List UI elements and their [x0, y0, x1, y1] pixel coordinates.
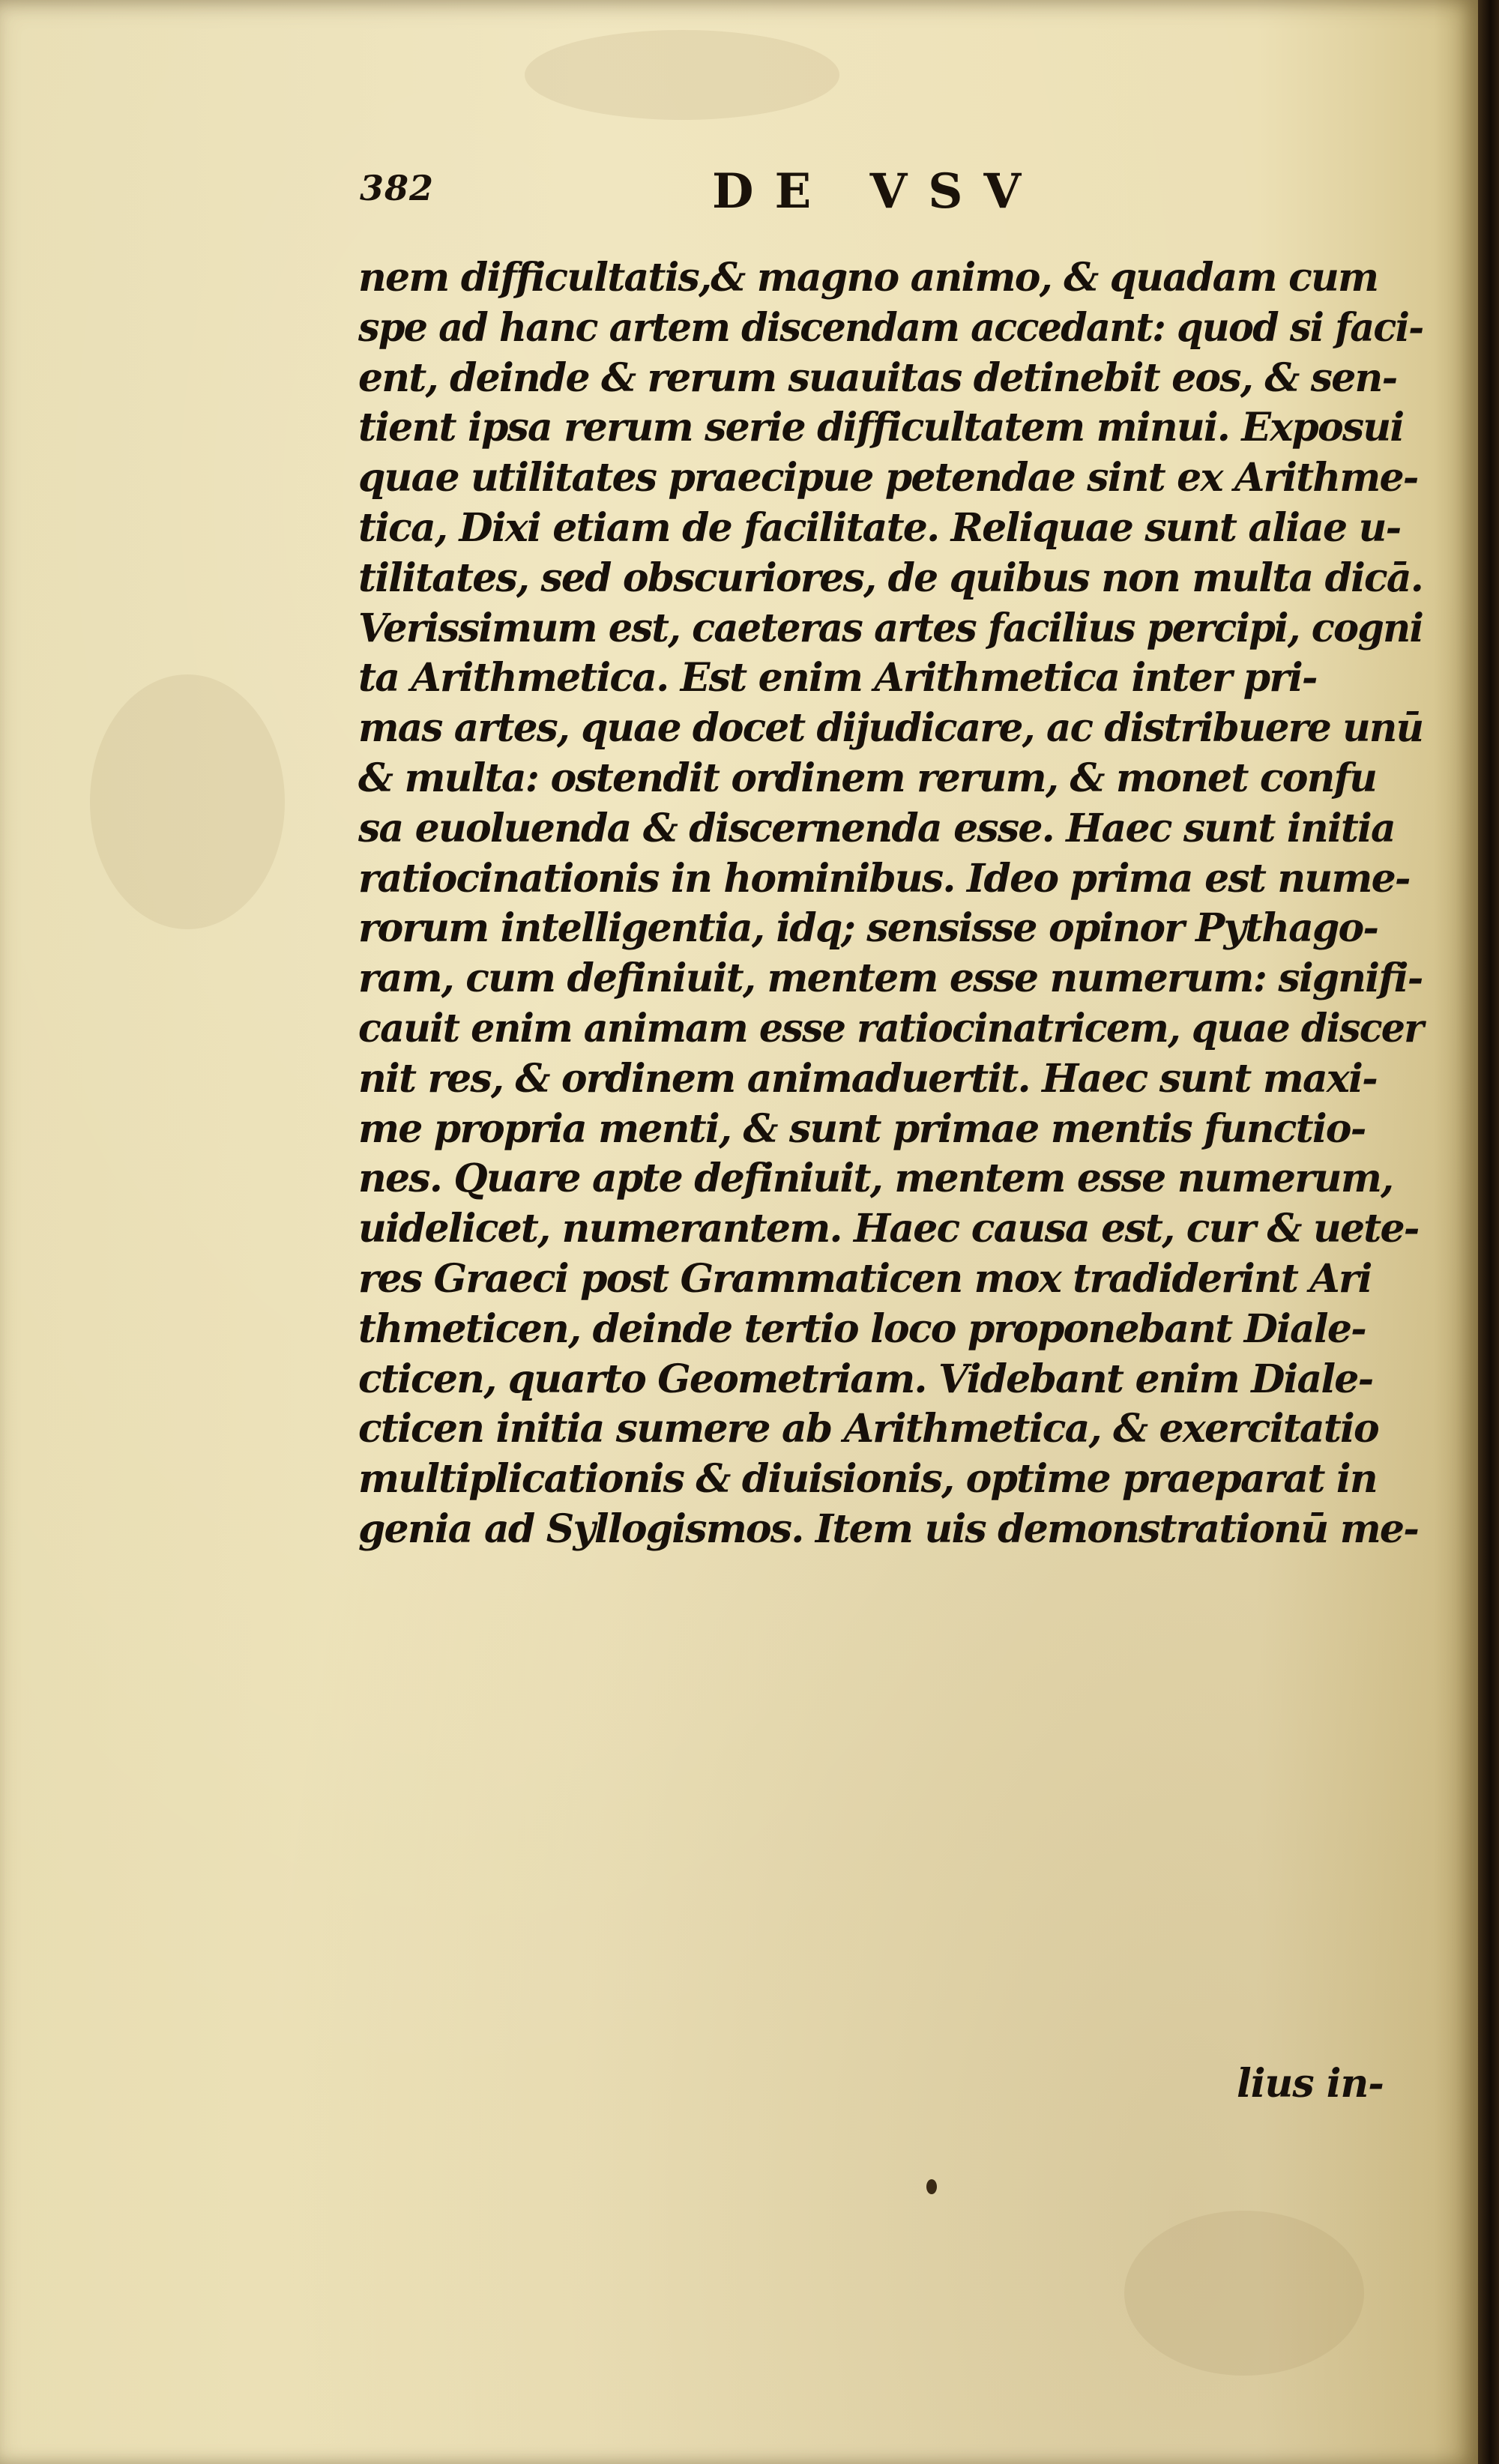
text-line: ta Arithmetica. Est enim Arithmetica inter pri-	[358, 655, 1317, 701]
text-line: spe ad hanc artem discendam accedant: quod si faci-	[358, 304, 1423, 351]
text-line: mas artes, quae docet dijudicare, ac distribuere unū	[358, 705, 1423, 752]
text-line: nit res, & ordinem animaduertit. Haec sunt maxi-	[358, 1055, 1377, 1102]
text-line: tica, Dixi etiam de facilitate. Reliquae sunt aliae u-	[358, 504, 1401, 551]
paper-stain	[1124, 2211, 1364, 2376]
text-line: cticen, quarto Geometriam. Videbant enim Diale-	[358, 1356, 1373, 1402]
text-line: tilitates, sed obscuriores, de quibus non multa dicā.	[358, 555, 1423, 601]
text-line: ratiocinationis in hominibus. Ideo prima est nume-	[358, 855, 1410, 902]
paper-stain	[525, 30, 839, 120]
text-line: cauit enim animam esse ratiocinatricem, quae discer	[358, 1005, 1423, 1051]
text-line: genia ad Syllogismos. Item uis demonstrationū me-	[358, 1506, 1418, 1552]
body-text	[358, 253, 1423, 1555]
text-line: nes. Quare apte definiuit, mentem esse numerum,	[358, 1156, 1393, 1202]
text-line: cticen initia sumere ab Arithmetica, & exercitatio	[358, 1406, 1378, 1452]
text-line: ent, deinde & rerum suauitas detinebit eos, & sen-	[358, 354, 1397, 401]
text-line: sa euoluenda & discernenda esse. Haec sunt initia	[358, 805, 1395, 851]
text-line: & multa: ostendit ordinem rerum, & monet confu	[358, 755, 1377, 801]
text-line: nem difficultatis,& magno animo, & quadam cum	[358, 255, 1378, 301]
text-line: res Graeci post Grammaticen mox tradiderint Ari	[358, 1255, 1372, 1302]
text-line: Verissimum est, caeteras artes facilius percipi, cogni	[358, 605, 1423, 651]
catchword: lius in-	[1237, 2061, 1384, 2107]
page-header	[360, 163, 1109, 223]
book-binding-edge	[1478, 0, 1499, 2464]
text-line: multiplicationis & diuisionis, optime praeparat in	[358, 1456, 1377, 1503]
text-line: ram, cum definiuit, mentem esse numerum: signifi-	[358, 955, 1423, 1002]
text-line: me propria menti, & sunt primae mentis functio-	[358, 1105, 1366, 1152]
text-line: thmeticen, deinde tertio loco proponebant Diale-	[358, 1305, 1366, 1352]
text-line: quae utilitates praecipue petendae sint ex Arithme-	[358, 455, 1418, 501]
ink-speck	[926, 2179, 937, 2194]
page-number: 382	[360, 168, 435, 208]
paper-stain	[90, 674, 285, 929]
running-head: DE VSV	[712, 163, 1043, 220]
text-line: rorum intelligentia, idq; sensisse opinor Pythago-	[358, 905, 1378, 952]
text-line: uidelicet, numerantem. Haec causa est, cur & uete-	[358, 1206, 1419, 1252]
text-line: tient ipsa rerum serie difficultatem minui. Exposui	[358, 405, 1404, 451]
